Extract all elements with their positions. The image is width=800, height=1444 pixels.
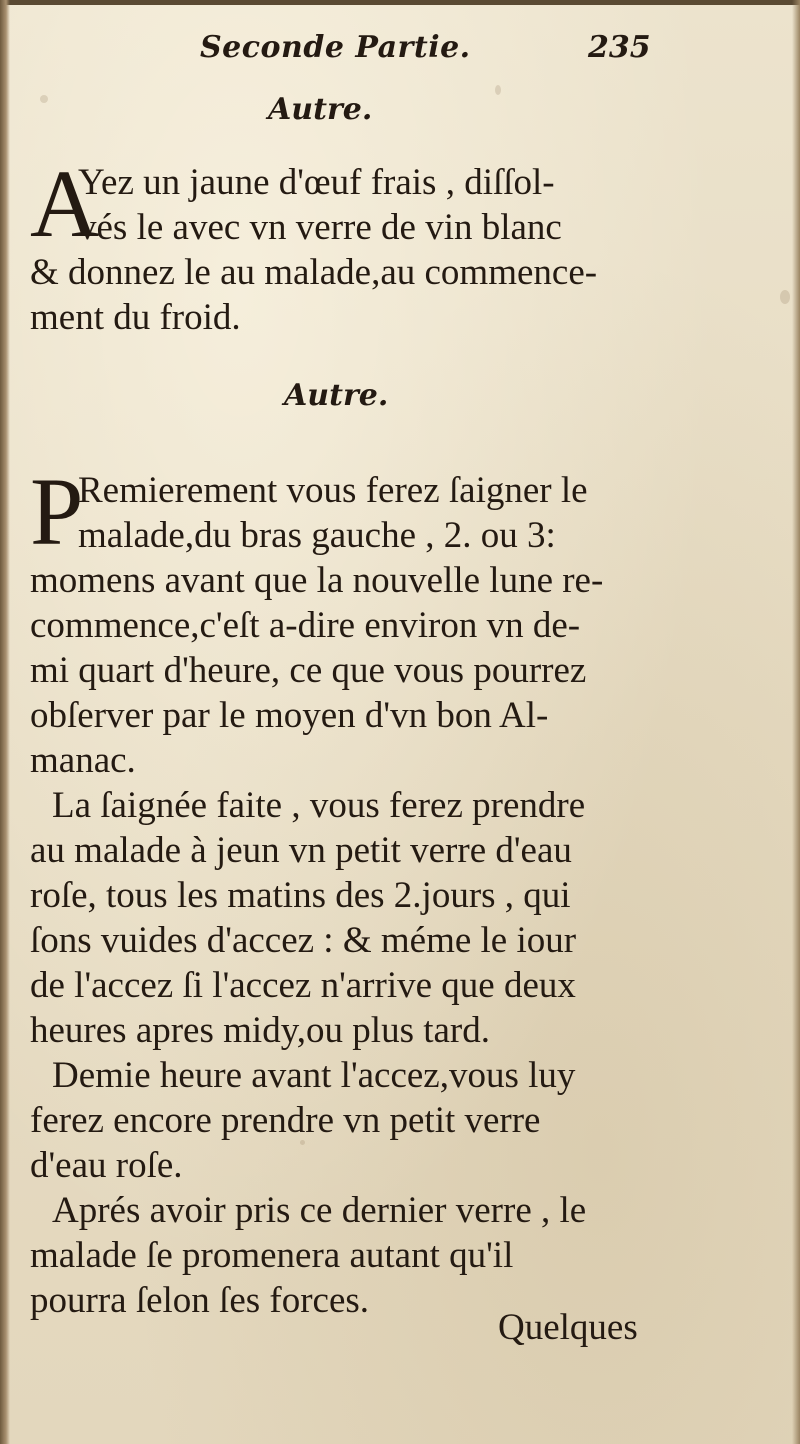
page-gutter-edge	[0, 0, 10, 1444]
page-outer-edge	[792, 0, 800, 1444]
recipe-1-dropcap: A	[30, 150, 100, 257]
page-top-edge	[0, 0, 800, 5]
text-line: ferez encore prendre vn petit verre	[30, 1100, 541, 1141]
text-line: Remierement vous ferez ſaigner le	[78, 470, 588, 511]
recipe-2-text	[30, 458, 650, 1323]
text-line: & donnez le au malade,au commence-	[30, 252, 598, 293]
text-line: d'eau roſe.	[30, 1145, 183, 1186]
text-line: commence,c'eſt a-dire environ vn de-	[30, 605, 581, 646]
text-line: Aprés avoir pris ce dernier verre , le	[52, 1190, 587, 1231]
text-line: malade ſe promenera autant qu'il	[30, 1235, 514, 1276]
text-line: roſe, tous les matins des 2.jours , qui	[30, 875, 571, 916]
text-line: pourra ſelon ſes forces.	[30, 1280, 370, 1321]
text-line: ment du froid.	[30, 297, 241, 338]
text-line: La ſaignée faite , vous ferez prendre	[52, 785, 586, 826]
recipe-1-heading: Autre.	[268, 92, 373, 127]
text-line: heures apres midy,ou plus tard.	[30, 1010, 490, 1051]
text-line: obſerver par le moyen d'vn bon Al-	[30, 695, 549, 736]
text-line: ſons vuides d'accez : & méme le iour	[30, 920, 577, 961]
recipe-2-dropcap: P	[30, 458, 84, 565]
text-line: momens avant que la nouvelle lune re-	[30, 560, 604, 601]
text-line: au malade à jeun vn petit verre d'eau	[30, 830, 572, 871]
running-title: Seconde Partie.	[200, 30, 471, 65]
text-line: mi quart d'heure, ce que vous pourrez	[30, 650, 587, 691]
recipe-1-text	[30, 150, 650, 340]
text-line: malade,du bras gauche , 2. ou 3:	[78, 515, 556, 556]
text-line: de l'accez ſi l'accez n'arrive que deux	[30, 965, 576, 1006]
paper-spot	[780, 290, 790, 304]
text-line: Demie heure avant l'accez,vous luy	[52, 1055, 576, 1096]
text-line: manac.	[30, 740, 136, 781]
paper-spot	[495, 85, 501, 95]
recipe-2-heading: Autre.	[284, 378, 389, 413]
page-number: 235	[588, 30, 651, 65]
text-line: vés le avec vn verre de vin blanc	[78, 207, 562, 248]
paper-spot	[40, 95, 48, 103]
catchword: Quelques	[498, 1307, 638, 1348]
text-line: Yez un jaune d'œuf frais , diſſol-	[78, 162, 555, 203]
